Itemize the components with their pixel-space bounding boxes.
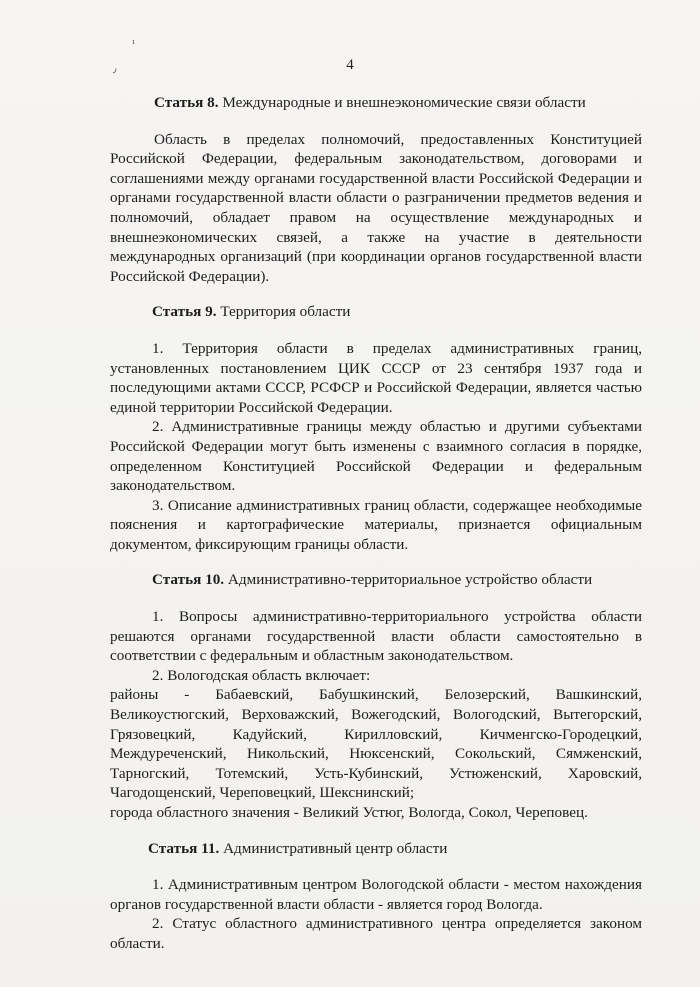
article-11-heading: [110, 839, 642, 859]
article-9-heading: [110, 302, 642, 322]
scan-mark: ٫: [113, 63, 117, 75]
article-8-number: Статья 8.: [154, 94, 219, 111]
article-8-paragraph: Область в пределах полномочий, предоставленных Конституцией Российской Федерации, федеральным законодательством, договорами и соглашениями между органами государственной власти Российской Федерации и органами государственной власти области о разграничении предметов ведения и полномочий, обладает правом на осуществление международных и внешнеэкономических связей, а также на участие в деятельности международных организаций (при координации органов государственной власти Российской Федерации).: [110, 130, 642, 285]
article-11-body: [110, 875, 642, 953]
article-11-title: Административный центр области: [223, 839, 448, 857]
article-11-number: Статья 11.: [148, 839, 220, 857]
article-11-paragraph-2: 2. Статус областного административного центра определяется законом области.: [110, 915, 642, 952]
article-9-body: [110, 339, 642, 555]
article-10-title: Административно-территориальное устройство области: [227, 571, 593, 589]
page-number: 4: [346, 57, 354, 73]
article-10-cities: города областного значения - Великий Устюг, Вологда, Сокол, Череповец.: [110, 804, 588, 821]
article-9-number: Статья 9.: [152, 303, 217, 321]
article-8-title: Международные и внешнеэкономические связи области: [222, 94, 586, 111]
article-10-number: Статья 10.: [152, 571, 225, 589]
article-8-heading: [110, 93, 642, 113]
article-8-body: [110, 130, 642, 287]
article-9-paragraph-1: 1. Территория области в пределах административных границ, установленных постановлением ЦИК СССР от 23 сентября 1937 года и последующими актами СССР, РСФСР и Российской Федерации, является частью единой территории Российской Федерации.: [110, 339, 642, 416]
article-9-title: Территория области: [220, 303, 351, 321]
article-9-paragraph-3: 3. Описание административных границ области, содержащее необходимые пояснения и картографические материалы, признается официальным документом, фиксирующим границы области.: [110, 496, 642, 553]
article-9-paragraph-2: 2. Административные границы между областью и другими субъектами Российской Федерации могут быть изменены с взаимного согласия в порядке, определенном Конституцией Российской Федерации и федеральным законодательством.: [110, 418, 642, 495]
article-11-paragraph-1: 1. Административным центром Вологодской области - местом нахождения органов государственной власти области - является город Вологда.: [110, 876, 642, 913]
article-10-paragraph-2: 2. Вологодская область включает:: [152, 666, 371, 684]
article-10-paragraph-1: 1. Вопросы административно-территориального устройства области решаются органами государственной власти области самостоятельно в соответствии с федеральным и областным законодательством.: [110, 608, 642, 665]
article-10-heading: [110, 570, 642, 590]
article-10-districts: районы - Бабаевский, Бабушкинский, Белозерский, Вашкинский, Великоустюгский, Верховажский, Вожегодский, Вологодский, Вытегорский, Грязовецкий, Кадуйский, Кирилловский, Кичменгско-Городецкий, Междуреченский, Никольский, Нюксенский, Сокольский, Сямженский, Тарногский, Тотемский, Усть-Кубинский, Устюженский, Харовский, Чагодощенский, Череповецкий, Шекснинский;: [110, 686, 642, 802]
document-body: [110, 93, 642, 970]
scan-mark: ¹: [132, 38, 136, 50]
article-10-body: [110, 607, 642, 823]
